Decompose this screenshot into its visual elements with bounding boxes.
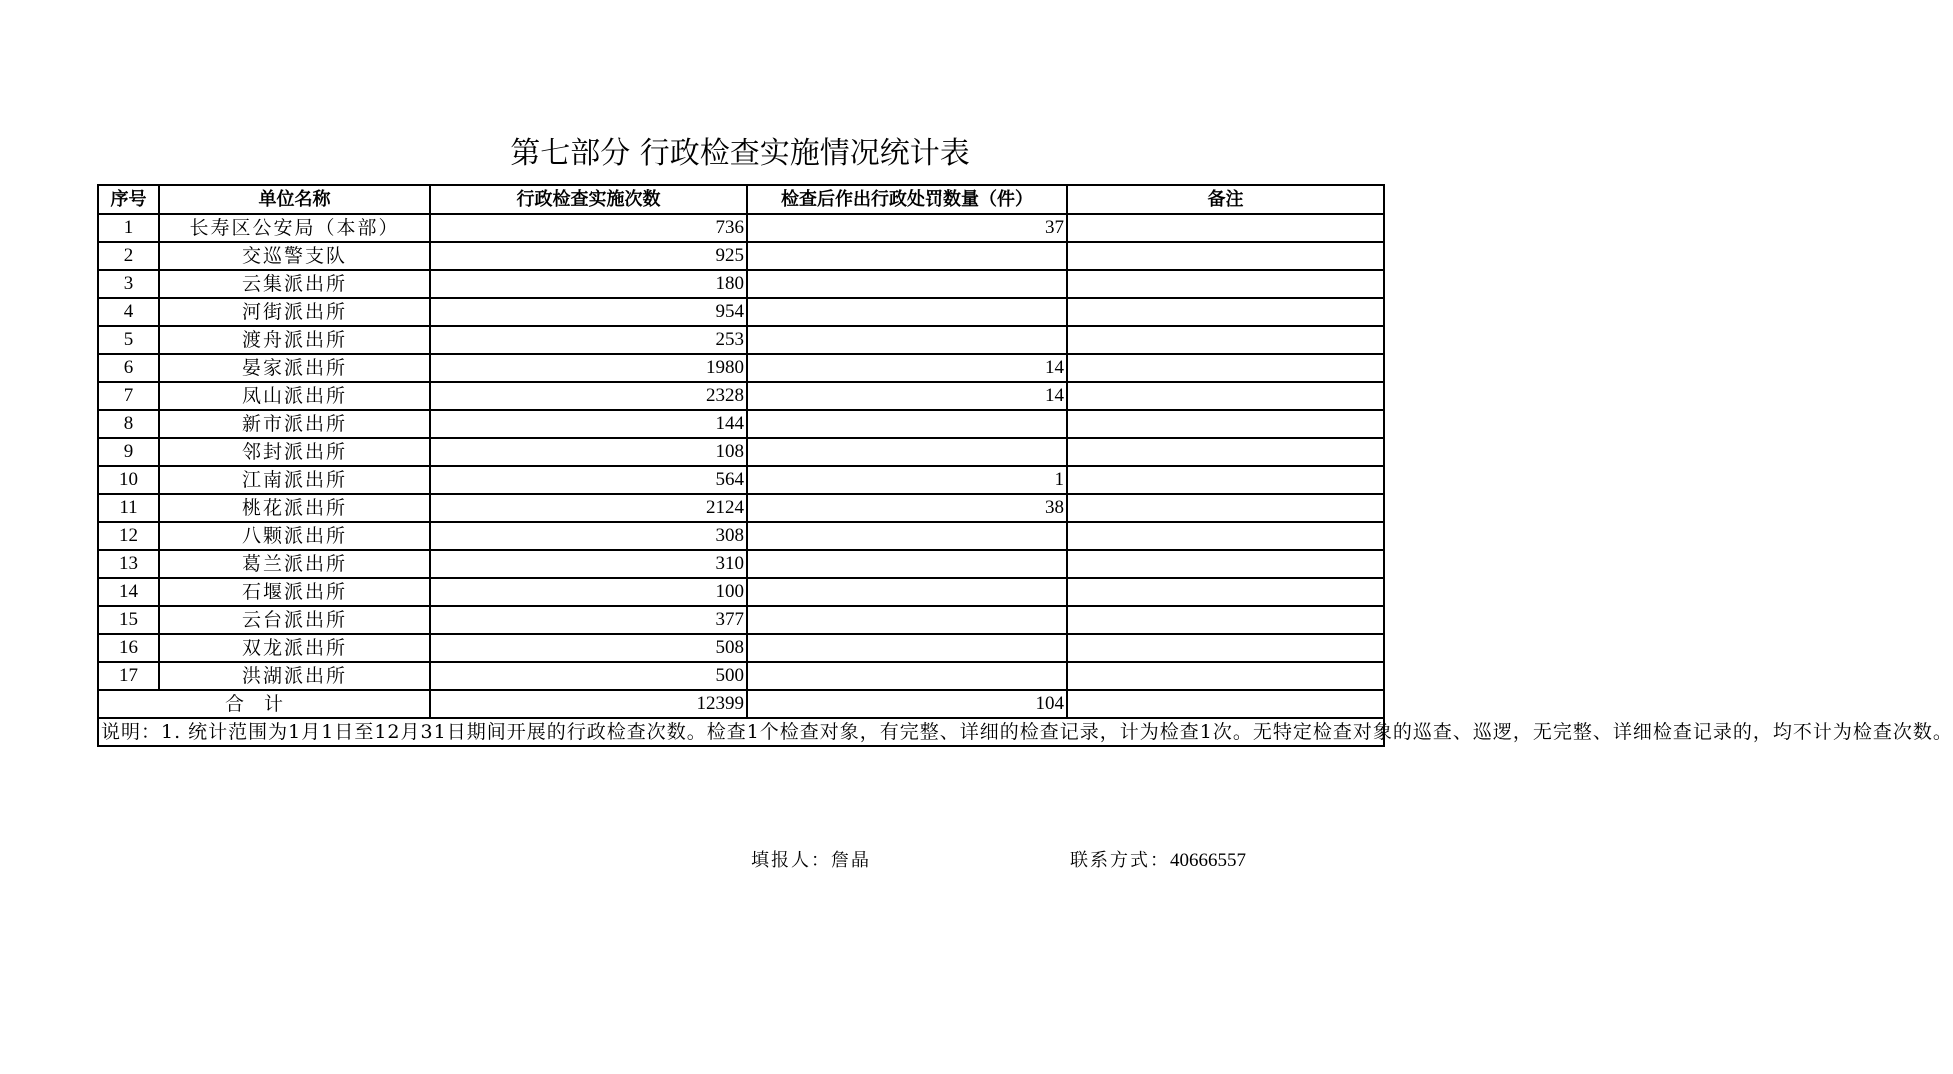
row-seq: 16 [98,634,159,662]
note-text: 说明：1. 统计范围为1月1日至12月31日期间开展的行政检查次数。检查1个检查对象，有完整、详细的检查记录，计为检查1次。无特定检查对象的巡查、巡逻，无完整、详细检查记录的，均不计为检查次数。 [98,718,1384,746]
row-remarks [1067,606,1384,634]
row-remarks [1067,466,1384,494]
table-row [98,214,1384,242]
row-inspections: 144 [430,410,747,438]
table-row [98,634,1384,662]
contact-label: 联系方式： [1070,850,1170,871]
row-seq: 5 [98,326,159,354]
row-seq: 13 [98,550,159,578]
table-row [98,494,1384,522]
row-unit-name: 凤山派出所 [159,382,430,410]
table-row [98,354,1384,382]
total-label: 合计 [98,690,430,718]
row-unit-name: 八颗派出所 [159,522,430,550]
row-penalties [747,270,1067,298]
table-row [98,550,1384,578]
row-remarks [1067,494,1384,522]
filler-info [751,848,871,874]
table-row [98,298,1384,326]
row-seq: 10 [98,466,159,494]
row-seq: 7 [98,382,159,410]
row-inspections: 310 [430,550,747,578]
contact-value: 40666557 [1170,850,1246,871]
row-penalties [747,410,1067,438]
header-inspections: 行政检查实施次数 [430,185,747,214]
table-row [98,326,1384,354]
table-row [98,466,1384,494]
row-remarks [1067,242,1384,270]
row-unit-name: 洪湖派出所 [159,662,430,690]
header-row [98,185,1384,214]
row-inspections: 377 [430,606,747,634]
row-unit-name: 邻封派出所 [159,438,430,466]
row-inspections: 2124 [430,494,747,522]
row-penalties [747,438,1067,466]
total-inspections: 12399 [430,690,747,718]
row-unit-name: 晏家派出所 [159,354,430,382]
row-penalties: 37 [747,214,1067,242]
row-unit-name: 云集派出所 [159,270,430,298]
row-inspections: 925 [430,242,747,270]
row-inspections: 500 [430,662,747,690]
row-unit-name: 双龙派出所 [159,634,430,662]
row-penalties [747,606,1067,634]
row-seq: 1 [98,214,159,242]
row-inspections: 954 [430,298,747,326]
contact-info [1070,848,1246,874]
row-inspections: 108 [430,438,747,466]
table-row [98,606,1384,634]
row-penalties [747,578,1067,606]
row-inspections: 508 [430,634,747,662]
row-seq: 9 [98,438,159,466]
row-unit-name: 渡舟派出所 [159,326,430,354]
page-title: 第七部分 行政检查实施情况统计表 [510,136,970,171]
row-unit-name: 云台派出所 [159,606,430,634]
statistics-table [97,184,1953,747]
row-unit-name: 长寿区公安局（本部） [159,214,430,242]
row-remarks [1067,326,1384,354]
row-unit-name: 桃花派出所 [159,494,430,522]
table-row [98,242,1384,270]
row-inspections: 564 [430,466,747,494]
table-row [98,382,1384,410]
row-penalties [747,522,1067,550]
row-unit-name: 江南派出所 [159,466,430,494]
row-penalties: 38 [747,494,1067,522]
row-remarks [1067,382,1384,410]
header-seq: 序号 [98,185,159,214]
row-seq: 2 [98,242,159,270]
row-seq: 12 [98,522,159,550]
header-penalties: 检查后作出行政处罚数量（件） [747,185,1067,214]
table-row [98,270,1384,298]
table-row [98,662,1384,690]
total-row [98,690,1384,718]
row-seq: 8 [98,410,159,438]
row-remarks [1067,550,1384,578]
row-penalties: 1 [747,466,1067,494]
row-remarks [1067,298,1384,326]
row-seq: 11 [98,494,159,522]
table-row [98,438,1384,466]
row-penalties [747,634,1067,662]
table-row [98,522,1384,550]
row-remarks [1067,410,1384,438]
row-inspections: 100 [430,578,747,606]
row-unit-name: 石堰派出所 [159,578,430,606]
row-inspections: 736 [430,214,747,242]
table-row [98,410,1384,438]
row-seq: 6 [98,354,159,382]
row-unit-name: 新市派出所 [159,410,430,438]
row-remarks [1067,662,1384,690]
filler-name: 詹晶 [831,850,871,871]
row-seq: 17 [98,662,159,690]
row-remarks [1067,634,1384,662]
row-unit-name: 葛兰派出所 [159,550,430,578]
row-unit-name: 河街派出所 [159,298,430,326]
row-seq: 3 [98,270,159,298]
header-unit: 单位名称 [159,185,430,214]
row-remarks [1067,438,1384,466]
table-body [98,214,1384,690]
row-penalties [747,326,1067,354]
row-penalties: 14 [747,354,1067,382]
row-seq: 4 [98,298,159,326]
row-remarks [1067,578,1384,606]
row-seq: 14 [98,578,159,606]
row-penalties [747,550,1067,578]
note-row [98,718,1384,746]
row-seq: 15 [98,606,159,634]
filler-label: 填报人： [751,850,831,871]
row-remarks [1067,522,1384,550]
row-inspections: 308 [430,522,747,550]
row-inspections: 253 [430,326,747,354]
row-inspections: 1980 [430,354,747,382]
row-penalties [747,298,1067,326]
header-remarks: 备注 [1067,185,1384,214]
row-penalties: 14 [747,382,1067,410]
row-remarks [1067,354,1384,382]
row-inspections: 2328 [430,382,747,410]
row-remarks [1067,270,1384,298]
row-unit-name: 交巡警支队 [159,242,430,270]
row-inspections: 180 [430,270,747,298]
row-penalties [747,662,1067,690]
row-remarks [1067,214,1384,242]
table-row [98,578,1384,606]
total-penalties: 104 [747,690,1067,718]
total-remarks [1067,690,1384,718]
row-penalties [747,242,1067,270]
